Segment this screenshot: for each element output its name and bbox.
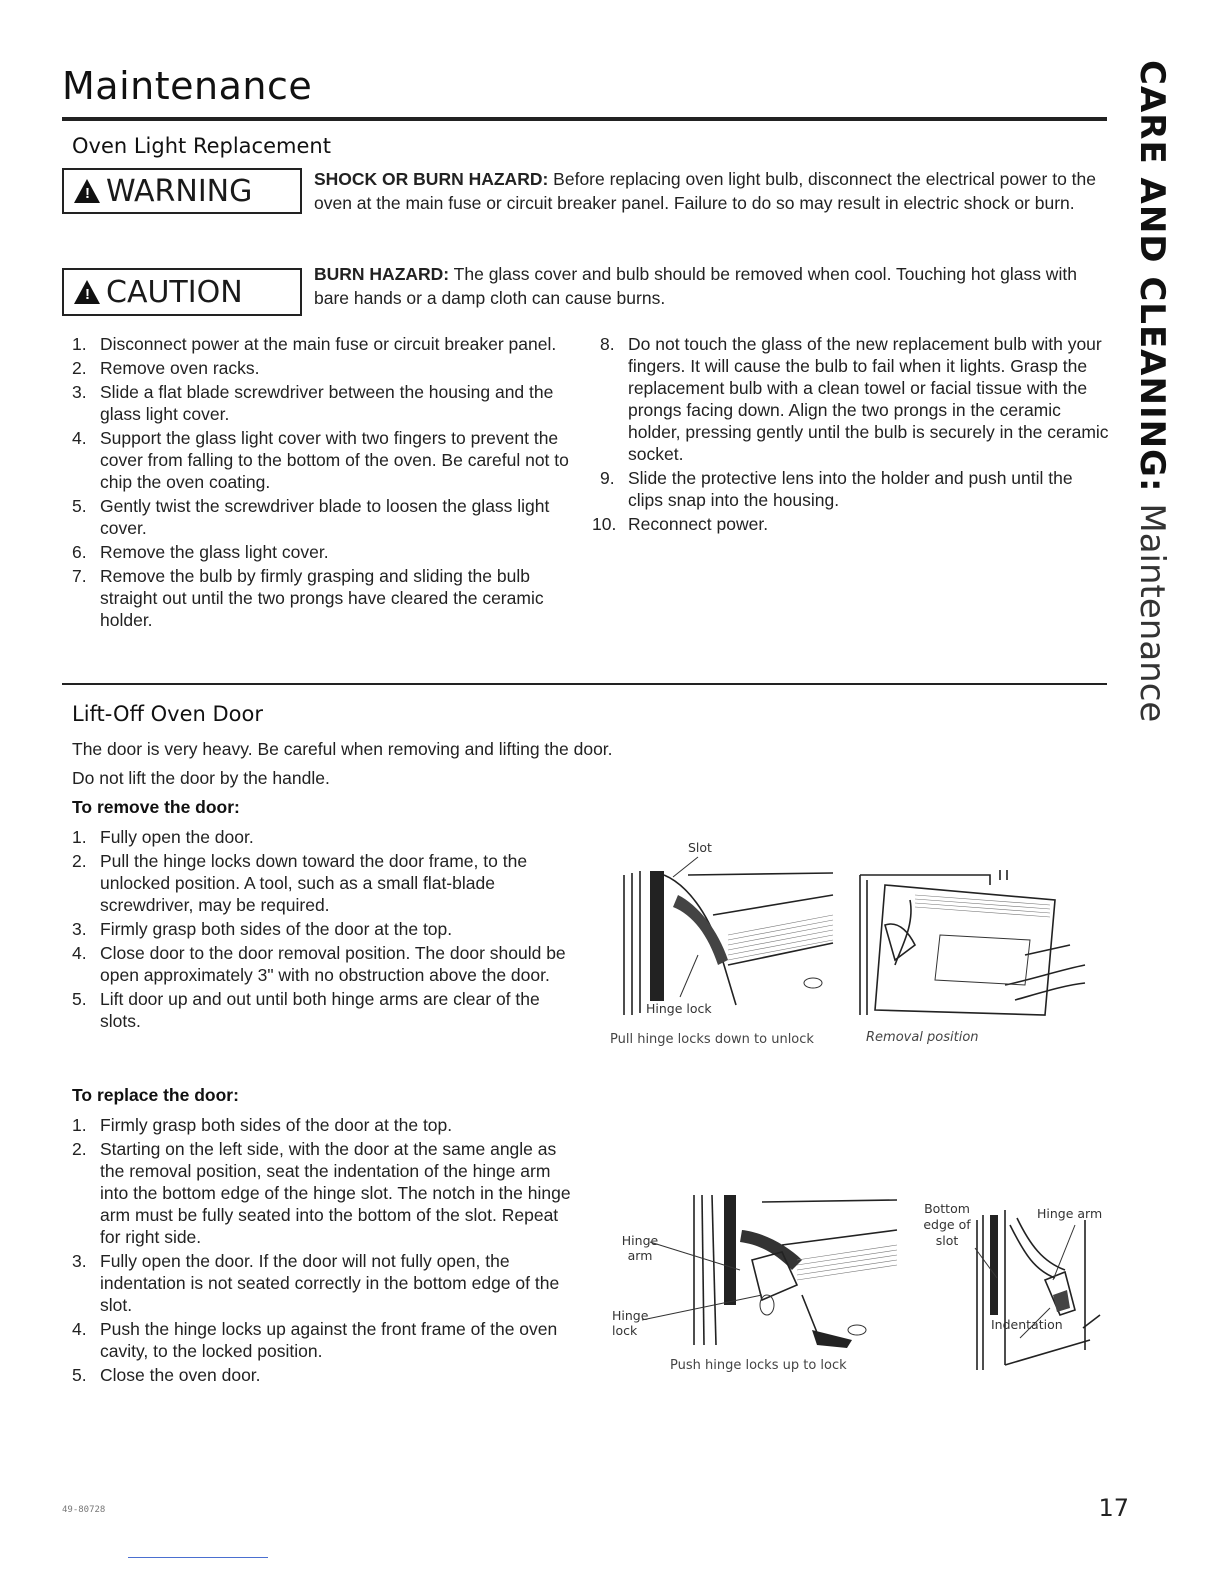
door-heading: Lift-Off Oven Door xyxy=(72,702,263,726)
remove-door-heading: To remove the door: xyxy=(72,797,240,817)
warning-text xyxy=(314,167,1104,215)
page-number: 17 xyxy=(1098,1494,1129,1522)
list-item: 10. Reconnect power. xyxy=(592,514,769,534)
list-item: 3. Slide a flat blade screwdriver between the housing and the glass light cover. xyxy=(72,382,554,424)
side-tab-light: Maintenance xyxy=(1132,503,1172,723)
warning-label: WARNING xyxy=(106,173,253,209)
page-title: Maintenance xyxy=(62,64,313,108)
caption-push-hinge: Push hinge locks up to lock xyxy=(670,1358,847,1373)
oven-light-heading: Oven Light Replacement xyxy=(72,134,331,158)
list-item: 7. Remove the bulb by firmly grasping and sliding the bulb straight out until the two prongs have cleared the ceramic holder. xyxy=(72,566,544,630)
figure-hinge-lock xyxy=(612,1190,902,1350)
label-hinge-arm: Hinge arm xyxy=(621,1233,659,1263)
hinge-unlock-illustration xyxy=(618,835,843,1020)
list-item: 4. Push the hinge locks up against the front frame of the oven cavity, to the locked position. xyxy=(72,1319,558,1361)
caption-pull-hinge: Pull hinge locks down to unlock xyxy=(610,1032,814,1047)
list-item: 9. Slide the protective lens into the holder and push until the clips snap into the housing. xyxy=(600,468,1073,510)
list-item: 2. Remove oven racks. xyxy=(72,358,260,378)
list-item: 1. Firmly grasp both sides of the door at the top. xyxy=(72,1115,453,1135)
remove-door-steps xyxy=(64,826,580,1034)
label-bottom-edge: Bottom edge of slot xyxy=(923,1201,971,1248)
warning-hazard-title: SHOCK OR BURN HAZARD: xyxy=(314,169,549,189)
list-item: 3. Firmly grasp both sides of the door at the top. xyxy=(72,919,453,939)
caution-hazard-text: The glass cover and bulb should be removed when cool. Touching hot glass with bare hands or a damp cloth can cause burns. xyxy=(314,264,1077,308)
title-divider xyxy=(62,117,1107,121)
list-item: 5. Lift door up and out until both hinge arms are clear of the slots. xyxy=(72,989,540,1031)
list-item: 5. Close the oven door. xyxy=(72,1365,261,1385)
section-side-tab xyxy=(1128,60,1172,723)
list-item: 2. Starting on the left side, with the door at the same angle as the removal position, seat the indentation of the hinge arm into the bottom edge of the hinge slot. The notch in the hinge arm must be fully seated into the bottom of the slot. Repeat for right side. xyxy=(72,1139,571,1247)
label-hinge-arm-2: Hinge arm xyxy=(1037,1206,1103,1221)
list-item: 6. Remove the glass light cover. xyxy=(72,542,329,562)
label-slot: Slot xyxy=(688,840,712,855)
door-intro-1: The door is very heavy. Be careful when removing and lifting the door. xyxy=(72,739,613,759)
list-item: 5. Gently twist the screwdriver blade to loosen the glass light cover. xyxy=(72,496,550,538)
figure-removal-position xyxy=(855,865,1090,1025)
warning-box xyxy=(62,168,302,214)
list-item: 4. Support the glass light cover with two fingers to prevent the cover from falling to the bottom of the oven. Be careful not to chip the oven coating. xyxy=(72,428,569,492)
hinge-lock-illustration xyxy=(612,1190,902,1350)
caution-text xyxy=(314,262,1104,310)
doc-id: 49-80728 xyxy=(62,1505,106,1515)
removal-position-illustration xyxy=(855,865,1090,1025)
caution-hazard-title: BURN HAZARD: xyxy=(314,264,450,284)
oven-light-steps-left xyxy=(64,333,584,633)
figure-hinge-detail xyxy=(915,1200,1110,1375)
list-item: 2. Pull the hinge locks down toward the door frame, to the unlocked position. A tool, such as a small flat-blade screwdriver, may be required. xyxy=(72,851,528,915)
section-divider xyxy=(62,683,1107,685)
list-item: 8. Do not touch the glass of the new replacement bulb with your fingers. It will cause the bulb to fail when it lights. Grasp the replacement bulb with a clean towel or facial tissue with the prongs facing down. Align the two prongs in the ceramic holder, pressing gently until the bulb is securely in the ceramic socket. xyxy=(600,334,1109,464)
warning-hazard-text: Before replacing oven light bulb, disconnect the electrical power to the oven at the main fuse or circuit breaker panel. Failure to do so may result in electric shock or burn. xyxy=(314,169,1096,213)
side-tab-text xyxy=(1132,60,1172,722)
list-item: 3. Fully open the door. If the door will not fully open, the indentation is not seated correctly in the bottom edge of the slot. xyxy=(72,1251,560,1315)
door-intro-2: Do not lift the door by the handle. xyxy=(72,768,330,788)
oven-light-steps-right xyxy=(592,333,1110,537)
list-item: 1. Fully open the door. xyxy=(72,827,254,847)
side-tab-bold: CARE AND CLEANING: xyxy=(1132,60,1172,493)
replace-door-heading: To replace the door: xyxy=(72,1085,239,1105)
caution-label: CAUTION xyxy=(106,274,243,310)
label-hinge-lock: Hinge lock xyxy=(646,1001,712,1016)
list-item: 4. Close door to the door removal position. The door should be open approximately 3" with no obstruction above the door. xyxy=(72,943,566,985)
replace-door-steps xyxy=(64,1114,580,1388)
caution-box xyxy=(62,268,302,316)
footer-link-underline xyxy=(128,1557,268,1558)
caption-removal-position: Removal position xyxy=(866,1030,979,1045)
label-hinge-lock-2: Hinge lock xyxy=(612,1308,649,1338)
label-indentation: Indentation xyxy=(991,1317,1063,1332)
list-item: 1. Disconnect power at the main fuse or circuit breaker panel. xyxy=(72,334,557,354)
warning-triangle-icon: ! xyxy=(74,179,100,203)
figure-hinge-unlock xyxy=(618,835,843,1020)
caution-triangle-icon: ! xyxy=(74,280,100,304)
